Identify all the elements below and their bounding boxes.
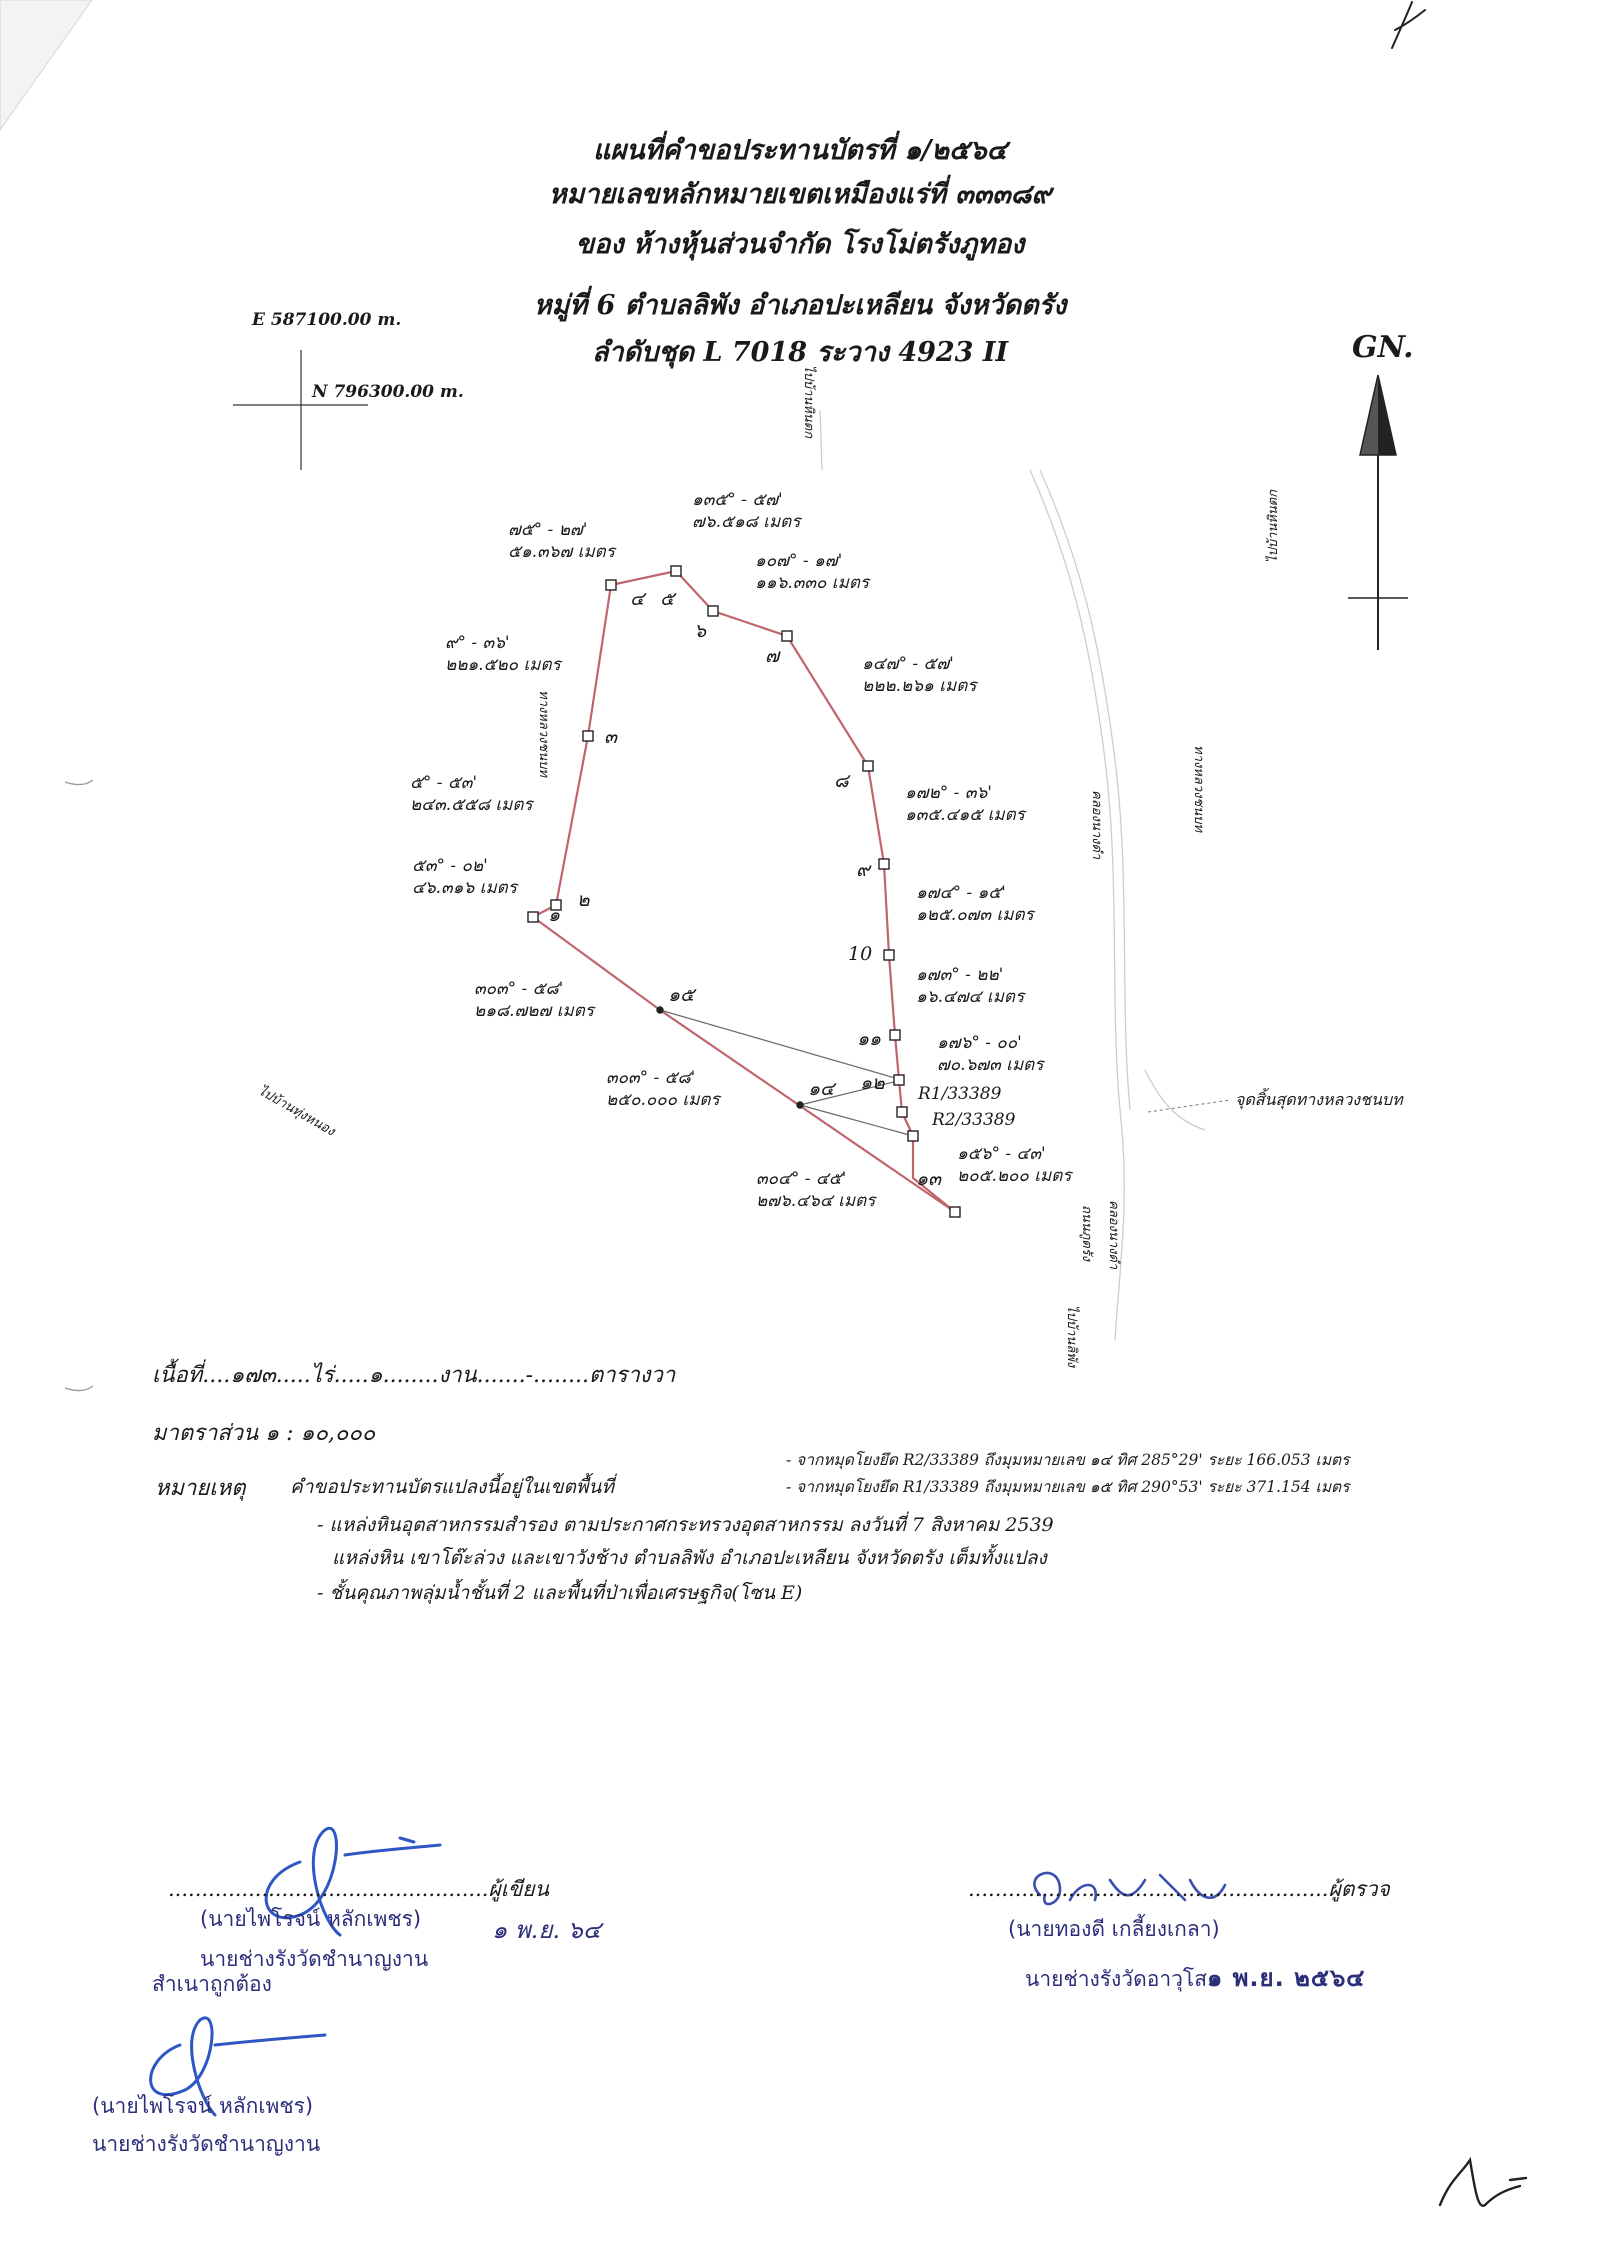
remarks-line: - ชั้นคุณภาพลุ่มน้ำชั้นที่ 2 และพื้นที่ป่าเพื่อเศรษฐกิจ(โซน E) xyxy=(317,1582,803,1604)
point-number: 10 xyxy=(848,943,873,965)
checker-name: (นายทองดี เกลี้ยงเกลา) xyxy=(1008,1917,1220,1941)
bearing-label: ๙° - ๓๖' ๒๒๑.๕๒๐ เมตร xyxy=(445,633,561,675)
north-arrow-icon xyxy=(1348,375,1408,650)
boundary-number-title: หมายเลขหลักหมายเขตเหมืองแร่ที่ ๓๓๓๘๙ xyxy=(548,179,1052,210)
road-end-leader xyxy=(1148,1100,1230,1112)
point-number: ๓ xyxy=(604,726,617,748)
area-value: ....๑๗๓.....ไร่.....๑........งาน.......-........ตารางวา xyxy=(202,1363,676,1388)
point-number: ๙ xyxy=(856,859,870,881)
checker-role: ผู้ตรวจ xyxy=(1328,1877,1390,1901)
area-label: เนื้อที่ xyxy=(152,1363,203,1388)
owner-line: ของ ห้างหุ้นส่วนจำกัด โรงโม่ตรังภูทอง xyxy=(575,229,1025,260)
point-number: ๒ xyxy=(577,889,590,911)
bearing-label: ๑๓๕° - ๕๗' ๗๖.๕๑๘ เมตร xyxy=(692,490,801,532)
sheet-line: ลำดับชุด L 7018 ระวาง 4923 II xyxy=(591,337,1009,368)
road-label: ทางหลวงชนบท xyxy=(536,690,551,777)
north-label: GN. xyxy=(1352,330,1414,365)
bearing-label: ๑๔๗° - ๕๗' ๒๒๒.๒๖๑ เมตร xyxy=(862,654,977,696)
road-label: ไปบ้านหินตก xyxy=(801,365,816,438)
canal-label: คลองนางดำ xyxy=(1089,790,1104,860)
point-number: ๑ xyxy=(548,904,561,926)
point-number: ๗ xyxy=(765,645,780,667)
remarks-line: - แหล่งหินอุตสาหกรรมสำรอง ตามประกาศกระทรวงอุตสาหกรรม ลงวันที่ 7 สิงหาคม 2539 xyxy=(317,1514,1054,1536)
road-lines xyxy=(820,410,1205,1340)
bearing-label: ๕° - ๕๓' ๒๔๓.๕๕๘ เมตร xyxy=(410,773,533,815)
canal-label: คลองนางดำ xyxy=(1106,1200,1121,1270)
point-number: ๘ xyxy=(834,770,849,792)
road-label: ไปบ้านหินตก xyxy=(1266,490,1281,563)
bearing-label: ๑๗๓° - ๒๒' ๑๖.๔๗๔ เมตร xyxy=(916,965,1025,1007)
writer-signature-line xyxy=(168,1873,549,1906)
point-number: ๔ xyxy=(630,588,645,610)
bearing-label: ๑๗๒° - ๓๖' ๑๓๕.๔๑๕ เมตร xyxy=(905,783,1025,825)
checker-signature-line xyxy=(968,1873,1390,1906)
copy-title: นายช่างรังวัดชำนาญงาน xyxy=(92,2132,321,2156)
scale-value: ๑ : ๑๐,๐๐๐ xyxy=(265,1421,376,1446)
area-line xyxy=(152,1357,675,1392)
reference-marker: R1/33389 xyxy=(918,1084,1002,1104)
writer-title: นายช่างรังวัดชำนาญงาน xyxy=(200,1947,429,1971)
checker-date-stamp: ๑ พ.ย. ๒๕๖๔ xyxy=(1207,1964,1366,1992)
margin-mark xyxy=(65,1386,93,1391)
folded-corner xyxy=(0,0,92,130)
bearing-label: ๓๐๓° - ๕๘' ๒๕๐.๐๐๐ เมตร xyxy=(606,1068,720,1110)
bearing-label: ๑๗๔° - ๑๕' ๑๒๕.๐๗๓ เมตร xyxy=(916,883,1034,925)
checker-title: นายช่างรังวัดอาวุโส xyxy=(1025,1967,1208,1991)
remarks-line: แหล่งหิน เขาโต๊ะล่วง และเขาวังช้าง ตำบลลิพัง อำเภอปะเหลียน จังหวัดตรัง เต็มทั้งแปลง xyxy=(332,1547,1047,1569)
bearing-label: ๓๐๓° - ๕๘' ๒๑๘.๗๒๗ เมตร xyxy=(474,979,594,1021)
bearing-label: ๕๓° - ๐๒' ๔๖.๓๑๖ เมตร xyxy=(412,856,517,898)
location-line: หมู่ที่ 6 ตำบลลิพัง อำเภอปะเหลียน จังหวัดตรัง xyxy=(533,290,1067,321)
bearing-label: ๑๐๗° - ๑๗' ๑๑๖.๓๓๐ เมตร xyxy=(755,551,869,593)
road-end-label: จุดสิ้นสุดทางหลวงชนบท xyxy=(1235,1090,1403,1109)
bearing-label: ๗๕° - ๒๗' ๕๑.๓๖๗ เมตร xyxy=(508,520,615,562)
map-title: แผนที่คำขอประทานบัตรที่ ๑/๒๕๖๔ xyxy=(592,135,1008,166)
bearing-label: ๓๐๔° - ๔๕' ๒๗๖.๔๖๔ เมตร xyxy=(756,1169,876,1211)
writer-date: ๑ พ.ย. ๖๔ xyxy=(492,1916,602,1944)
remarks-label: หมายเหตุ xyxy=(155,1476,246,1501)
point-number: ๕ xyxy=(660,588,675,610)
writer-name: (นายไพโรจน์ หลักเพชร) xyxy=(200,1907,422,1931)
road-label: ถนนภูตรัง xyxy=(1079,1205,1094,1261)
writer-role: ผู้เขียน xyxy=(488,1877,549,1901)
point-number: ๑๓ xyxy=(916,1168,942,1190)
grid-cross xyxy=(233,350,368,470)
point-number: ๖ xyxy=(694,620,707,642)
writer-dots: ................................................ xyxy=(168,1877,489,1901)
northing-label: N 796300.00 m. xyxy=(312,382,464,402)
tie-line: - จากหมุดโยงยึด R1/33389 ถึงมุมหมายเลข ๑๕ ทิศ 290°53' ระยะ 371.154 เมตร xyxy=(786,1478,1350,1496)
checker-title-line xyxy=(1025,1958,1365,1997)
copy-name: (นายไพโรจน์ หลักเพชร) xyxy=(92,2094,314,2118)
tie-line: - จากหมุดโยงยึด R2/33389 ถึงมุมหมายเลข ๑๔ ทิศ 285°29' ระยะ 166.053 เมตร xyxy=(786,1451,1350,1469)
road-label: ไปบ้านลิพัง xyxy=(1064,1305,1079,1368)
reference-marker: R2/33389 xyxy=(932,1110,1016,1130)
easting-label: E 587100.00 m. xyxy=(252,310,402,330)
road-label: ไปบ้านทุ่งหนอง xyxy=(255,1083,338,1140)
checker-dots: ...................................................... xyxy=(968,1877,1329,1901)
margin-mark xyxy=(65,780,93,785)
road-label: ทางหลวงชนบท xyxy=(1191,745,1206,832)
point-number: ๑๔ xyxy=(808,1078,835,1100)
point-number: ๑๑ xyxy=(857,1028,882,1050)
remarks-intro: คำขอประทานบัตรแปลงนี้อยู่ในเขตพื้นที่ xyxy=(290,1476,614,1498)
scale-label: มาตราส่วน xyxy=(152,1421,259,1446)
certified-copy-label: สำเนาถูกต้อง xyxy=(152,1972,272,1996)
bearing-label: ๑๗๖° - ๐๐' ๗๐.๖๗๓ เมตร xyxy=(937,1033,1044,1075)
bearing-label: ๑๕๖° - ๔๓' ๒๐๕.๒๐๐ เมตร xyxy=(957,1144,1072,1186)
point-number: ๑๒ xyxy=(860,1072,885,1094)
point-number: ๑๕ xyxy=(668,984,695,1006)
scale-line xyxy=(152,1415,375,1450)
